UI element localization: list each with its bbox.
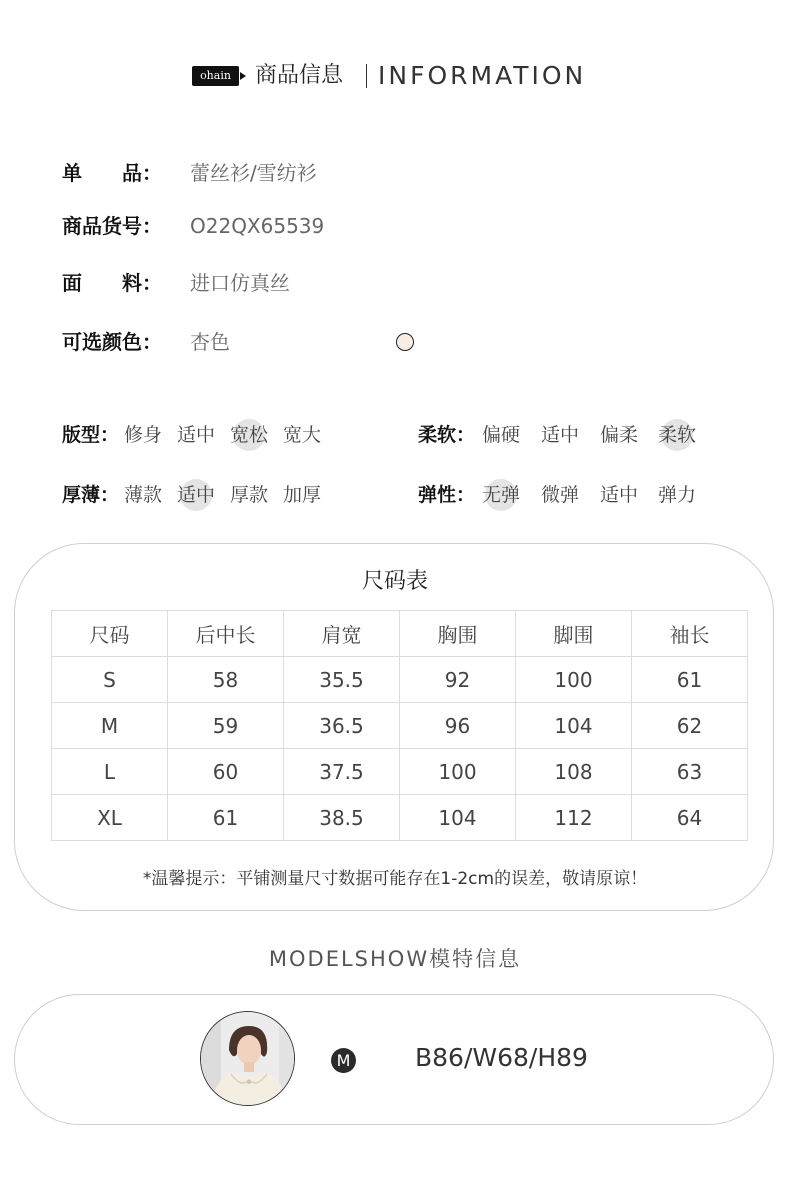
- thickness-label: 厚薄：: [62, 484, 120, 506]
- table-row: [52, 795, 748, 841]
- size-chart-title: 尺码表: [361, 569, 428, 594]
- play-arrow-icon: [240, 72, 246, 80]
- fit-option: 修身: [124, 424, 163, 446]
- attr-elasticity: [418, 480, 738, 510]
- table-cell: 92: [400, 657, 516, 703]
- table-header-cell: 袖长: [632, 611, 748, 657]
- sku-label: 商品货号：: [62, 214, 162, 238]
- table-cell: 61: [168, 795, 284, 841]
- table-cell: XL: [52, 795, 168, 841]
- table-cell: 64: [632, 795, 748, 841]
- table-row: [52, 703, 748, 749]
- elasticity-option-selected: 无弹: [482, 480, 520, 510]
- elasticity-label: 弹性：: [418, 484, 476, 506]
- section-header: [0, 58, 790, 94]
- fit-option-selected: 宽松: [230, 420, 268, 450]
- table-cell: 108: [516, 749, 632, 795]
- model-measurements: B86/W68/H89: [415, 1043, 588, 1072]
- header-title-cn: 商品信息: [255, 63, 344, 88]
- softness-label: 柔软：: [418, 424, 476, 446]
- item-value: 蕾丝衫/雪纺衫: [190, 161, 317, 185]
- table-header-row: [52, 611, 748, 657]
- elasticity-option: 微弹: [541, 484, 580, 506]
- color-label: 可选颜色：: [62, 330, 162, 354]
- table-header-cell: 尺码: [52, 611, 168, 657]
- color-value: 杏色: [190, 330, 230, 354]
- table-cell: 37.5: [284, 749, 400, 795]
- table-header-cell: 胸围: [400, 611, 516, 657]
- table-row: [52, 657, 748, 703]
- table-cell: 62: [632, 703, 748, 749]
- model-section-heading: MODELSHOW模特信息: [268, 947, 522, 971]
- fit-label: 版型：: [62, 424, 120, 446]
- softness-option-selected: 柔软: [658, 420, 696, 450]
- color-swatch-icon[interactable]: [396, 333, 414, 351]
- table-cell: 112: [516, 795, 632, 841]
- table-cell: 60: [168, 749, 284, 795]
- table-cell: 63: [632, 749, 748, 795]
- table-cell: 104: [516, 703, 632, 749]
- thickness-option-selected: 适中: [177, 480, 215, 510]
- fabric-label: 面 料：: [62, 271, 162, 295]
- sku-value: O22QX65539: [190, 214, 325, 238]
- item-label: 单 品：: [62, 161, 162, 185]
- table-row: [52, 749, 748, 795]
- table-cell: 35.5: [284, 657, 400, 703]
- attr-softness: [418, 420, 738, 450]
- table-cell: M: [52, 703, 168, 749]
- model-info-card: [14, 994, 774, 1125]
- model-size-badge: M: [331, 1048, 356, 1073]
- softness-option: 偏柔: [600, 424, 639, 446]
- fit-option: 宽大: [283, 424, 322, 446]
- table-cell: 59: [168, 703, 284, 749]
- brand-logo: ohain: [192, 66, 239, 86]
- table-header-cell: 肩宽: [284, 611, 400, 657]
- table-header-cell: 脚围: [516, 611, 632, 657]
- thickness-option: 薄款: [124, 484, 163, 506]
- elasticity-option: 适中: [600, 484, 639, 506]
- table-cell: 36.5: [284, 703, 400, 749]
- model-photo-icon: [201, 1012, 295, 1106]
- table-cell: 61: [632, 657, 748, 703]
- fabric-value: 进口仿真丝: [190, 271, 290, 295]
- attr-thickness: [62, 480, 362, 510]
- table-cell: 104: [400, 795, 516, 841]
- fit-option: 适中: [177, 424, 216, 446]
- header-divider: [366, 64, 367, 88]
- elasticity-option: 弹力: [658, 484, 697, 506]
- attr-fit: [62, 420, 362, 450]
- model-avatar: [200, 1011, 295, 1106]
- table-cell: L: [52, 749, 168, 795]
- softness-option: 适中: [541, 424, 580, 446]
- header-title-en: INFORMATION: [378, 61, 587, 90]
- thickness-option: 厚款: [230, 484, 269, 506]
- table-cell: 100: [400, 749, 516, 795]
- measurement-note: *温馨提示：平铺测量尺寸数据可能存在1-2cm的误差，敬请原谅！: [142, 869, 648, 889]
- table-cell: 96: [400, 703, 516, 749]
- table-header-cell: 后中长: [168, 611, 284, 657]
- size-table: [51, 610, 748, 841]
- size-chart-card: [14, 543, 774, 911]
- softness-option: 偏硬: [482, 424, 521, 446]
- table-cell: 100: [516, 657, 632, 703]
- table-cell: S: [52, 657, 168, 703]
- table-cell: 58: [168, 657, 284, 703]
- table-cell: 38.5: [284, 795, 400, 841]
- thickness-option: 加厚: [283, 484, 322, 506]
